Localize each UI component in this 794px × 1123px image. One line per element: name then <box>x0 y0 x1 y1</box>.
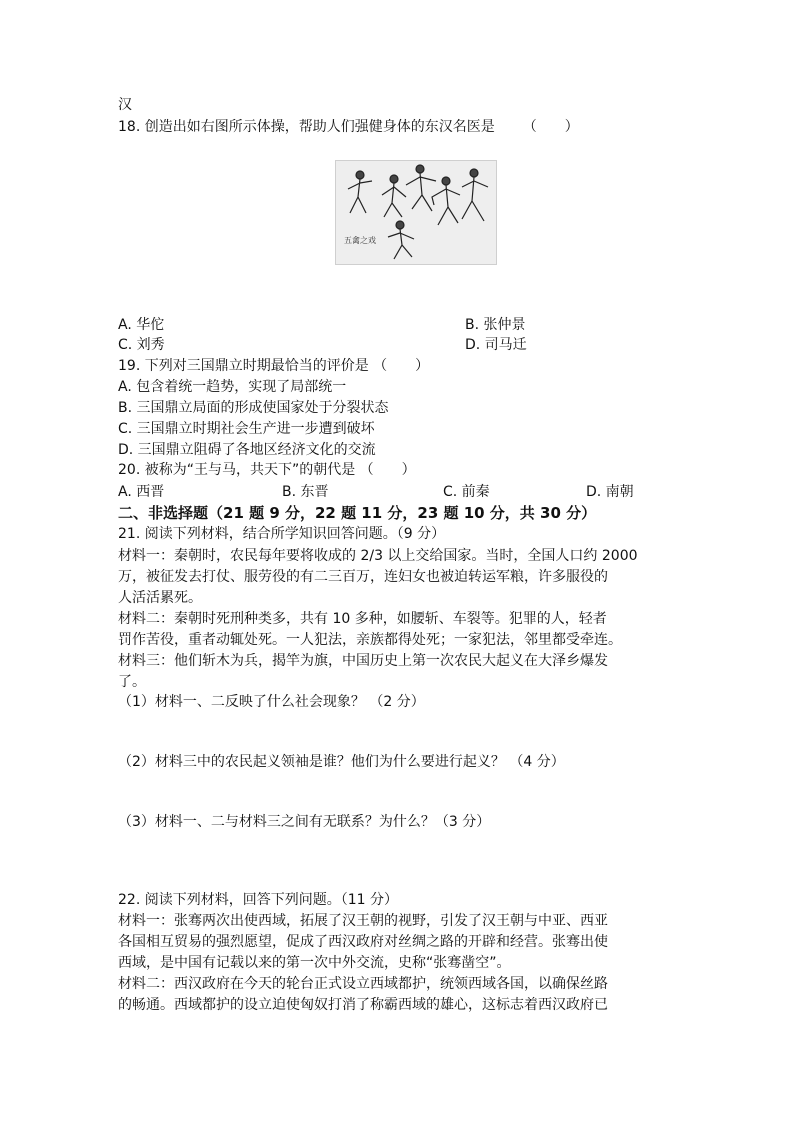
q19-option-a: A. 包含着统一趋势，实现了局部统一 <box>118 379 347 395</box>
q21-material-line: 了。 <box>118 674 146 690</box>
q20-option-a: A. 西晋 <box>118 484 165 500</box>
q22-material-line: 西域，是中国有记载以来的第一次中外交流，史称“张骞凿空”。 <box>118 955 511 971</box>
q18-option-b: B. 张仲景 <box>465 317 526 333</box>
q21-material-line: 材料三：他们斩木为兵，揭竿为旗，中国历史上第一次农民大起义在大泽乡爆发 <box>118 653 608 669</box>
figure-caption: 五禽之戏 <box>344 236 376 245</box>
section-2-heading: 二、非选择题（21 题 9 分，22 题 11 分，23 题 10 分，共 30 分） <box>118 504 597 522</box>
q18-option-c: C. 刘秀 <box>118 337 165 353</box>
q20-option-c: C. 前秦 <box>443 484 490 500</box>
five-animal-exercise-illustration <box>336 161 496 264</box>
question-19-stem: 19. 下列对三国鼎立时期最恰当的评价是 （ ） <box>118 358 430 374</box>
q22-material-line: 各国相互贸易的强烈愿望，促成了西汉政府对丝绸之路的开辟和经营。张骞出使 <box>118 934 608 950</box>
question-20-stem: 20. 被称为“王与马，共天下”的朝代是 （ ） <box>118 462 416 478</box>
q21-sub-question-3: （3）材料一、二与材料三之间有无联系？为什么？（3 分） <box>118 814 491 830</box>
q21-material-line: 材料二：秦朝时死刑种类多，共有 10 多种，如腰斩、车裂等。犯罪的人，轻者 <box>118 611 607 627</box>
carry-over-text: 汉 <box>118 97 132 113</box>
q19-option-c: C. 三国鼎立时期社会生产进一步遭到破坏 <box>118 421 375 437</box>
q21-sub-question-2: （2）材料三中的农民起义领袖是谁？他们为什么要进行起义？ （4 分） <box>118 754 565 770</box>
q22-material-line: 材料二：西汉政府在今天的轮台正式设立西域都护，统领西域各国，以确保丝路 <box>118 976 608 992</box>
q21-material-line: 人活活累死。 <box>118 590 202 606</box>
q21-material-line: 万，被征发去打仗、服劳役的有二三百万，连妇女也被迫转运军粮，许多服役的 <box>118 569 608 585</box>
q21-material-line: 材料一：秦朝时，农民每年要将收成的 2/3 以上交给国家。当时，全国人口约 2000 <box>118 548 638 564</box>
question-22-stem: 22. 阅读下列材料，回答下列问题。（11 分） <box>118 892 398 908</box>
question-18-text: 18. 创造出如右图所示体操，帮助人们强健身体的东汉名医是 <box>118 119 495 135</box>
q19-option-b: B. 三国鼎立局面的形成使国家处于分裂状态 <box>118 400 389 416</box>
q21-material-line: 罚作苦役，重者动辄处死。一人犯法，亲族都得处死；一家犯法，邻里都受牵连。 <box>118 632 622 648</box>
q22-material-line: 材料一：张骞两次出使西域，拓展了汉王朝的视野，引发了汉王朝与中亚、西亚 <box>118 913 608 929</box>
q21-sub-question-1: （1）材料一、二反映了什么社会现象？ （2 分） <box>118 694 425 710</box>
q20-option-d: D. 南朝 <box>586 484 634 500</box>
question-18-stem <box>118 117 579 137</box>
answer-bracket: （ ） <box>522 119 579 135</box>
question-21-stem: 21. 阅读下列材料，结合所学知识回答问题。（9 分） <box>118 526 446 542</box>
q18-option-a: A. 华佗 <box>118 317 165 333</box>
five-animal-exercise-figure <box>335 160 497 265</box>
q18-option-d: D. 司马迁 <box>465 337 527 353</box>
q20-option-b: B. 东晋 <box>282 484 329 500</box>
q22-material-line: 的畅通。西域都护的设立迫使匈奴打消了称霸西域的雄心，这标志着西汉政府已 <box>118 997 608 1013</box>
q19-option-d: D. 三国鼎立阻碍了各地区经济文化的交流 <box>118 442 376 458</box>
